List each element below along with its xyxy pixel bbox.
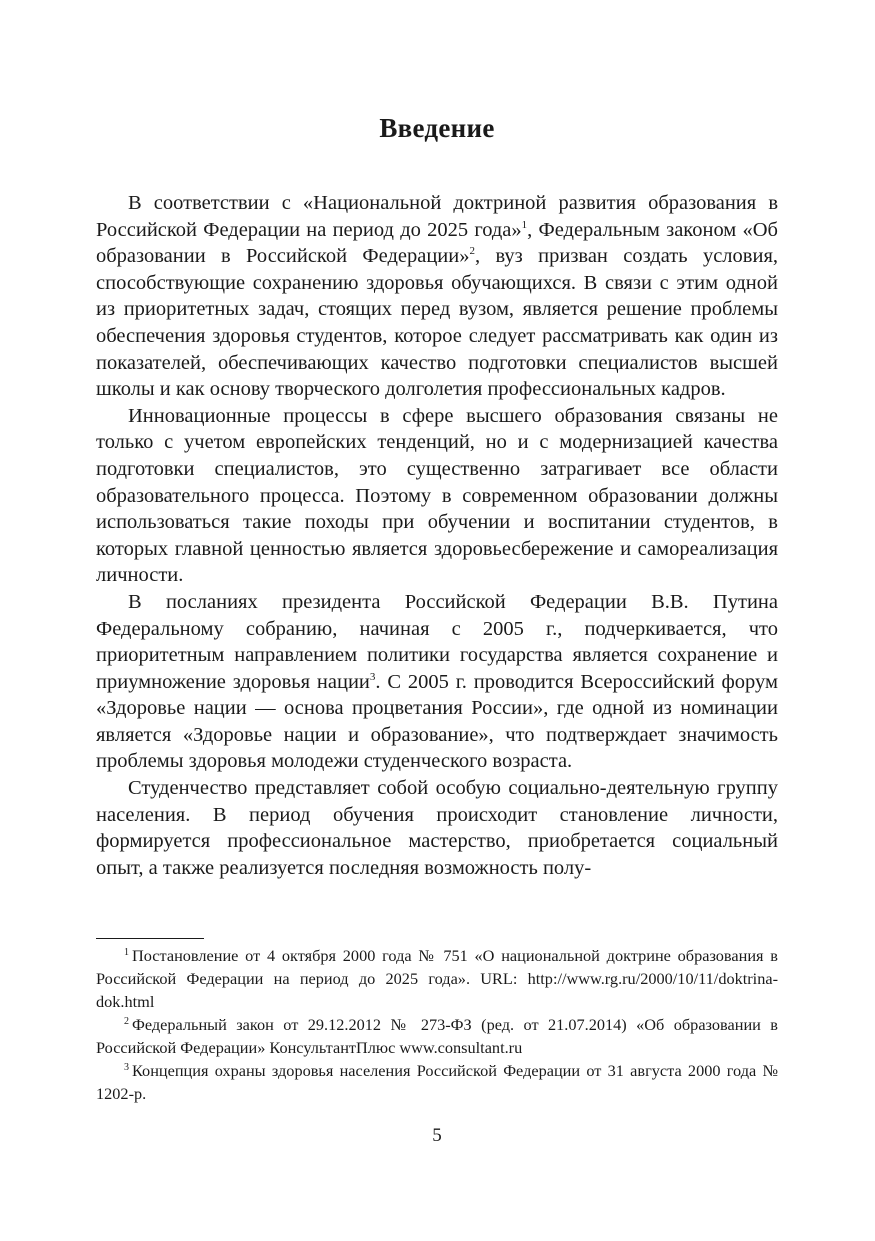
footnote-text: Федеральный закон от 29.12.2012 № 273-ФЗ (ред. от 21.07.2014) «Об образовании в Российской Федерации» КонсультантПлюс www.consultant.ru <box>96 1015 778 1057</box>
page-number: 5 <box>432 1125 442 1146</box>
paragraph <box>96 190 778 403</box>
body-text <box>96 190 778 881</box>
paragraph <box>96 589 778 775</box>
footnote <box>96 1013 778 1059</box>
footnote-number: 2 <box>124 1016 129 1027</box>
paragraph <box>96 403 778 589</box>
footnote <box>96 944 778 1013</box>
footnote-number: 3 <box>124 1062 129 1073</box>
footnote <box>96 1059 778 1105</box>
footnotes <box>96 944 778 1105</box>
paragraph-text: Инновационные процессы в сфере высшего образования связаны не только с учетом европейских тенденций, но и с модернизацией качества подготовки специалистов, это существенно затрагивает все области образовательного процесса. Поэтому в современном образовании должны использоваться такие походы при обучении и воспитании студентов, в которых главной ценностью является здоровьесбережение и самореализация личности. <box>96 404 778 587</box>
paragraph-text: В посланиях президента Российской Федерации В.В. Путина Федеральному собранию, начиная с 2005 г., подчеркивается, что приоритетным направлением политики государства является сохранение и приумножение здоровья нации <box>96 590 778 693</box>
paragraph-text: , Федеральным законом «Об образовании в Российской Федерации» <box>96 218 778 268</box>
footnote-divider <box>96 938 204 939</box>
paragraph <box>96 775 778 881</box>
footnote-reference[interactable]: 1 <box>521 218 528 231</box>
paragraph-text: В соответствии с «Национальной доктриной развития образования в Российской Федерации на период до 2025 года» <box>96 192 778 241</box>
footnote-reference[interactable]: 3 <box>369 670 376 683</box>
footnote-number: 1 <box>124 947 129 958</box>
footnote-reference[interactable]: 2 <box>469 245 475 258</box>
book-page <box>96 0 778 1241</box>
footnote-text: Концепция охраны здоровья населения Российской Федерации от 31 августа 2000 года № 1202-р. <box>96 1061 778 1103</box>
page-title: Введение <box>379 113 495 143</box>
footnote-text: Постановление от 4 октября 2000 года № 751 «О национальной доктрине образования в Российской Федерации на период до 2025 года». URL: http://www.rg.ru/2000/10/11/doktrina-dok.html <box>96 946 778 1011</box>
paragraph-text: . С 2005 г. проводится Всероссийский форум «Здоровье нации — основа процветания России», где одной из номинации является «Здоровье нации и образование», что подтверждает значимость проблемы здоровья молодежи студенческого возраста. <box>96 670 778 773</box>
paragraph-text: Студенчество представляет собой особую социально-деятельную группу населения. В период обучения происходит становление личности, формируется профессиональное мастерство, приобретается социальный опыт, а также реализуется последняя возможность полу- <box>96 777 778 879</box>
paragraph-text: , вуз призван создать условия, способствующие сохранению здоровья обучающихся. В связи с этим одной из приоритетных задач, стоящих перед вузом, является решение проблемы обеспечения здоровья студентов, которое следует рассматривать как один из показателей, обеспечивающих качество подготовки специалистов высшей школы и как основу творческого долголетия профессиональных кадров. <box>96 245 778 401</box>
